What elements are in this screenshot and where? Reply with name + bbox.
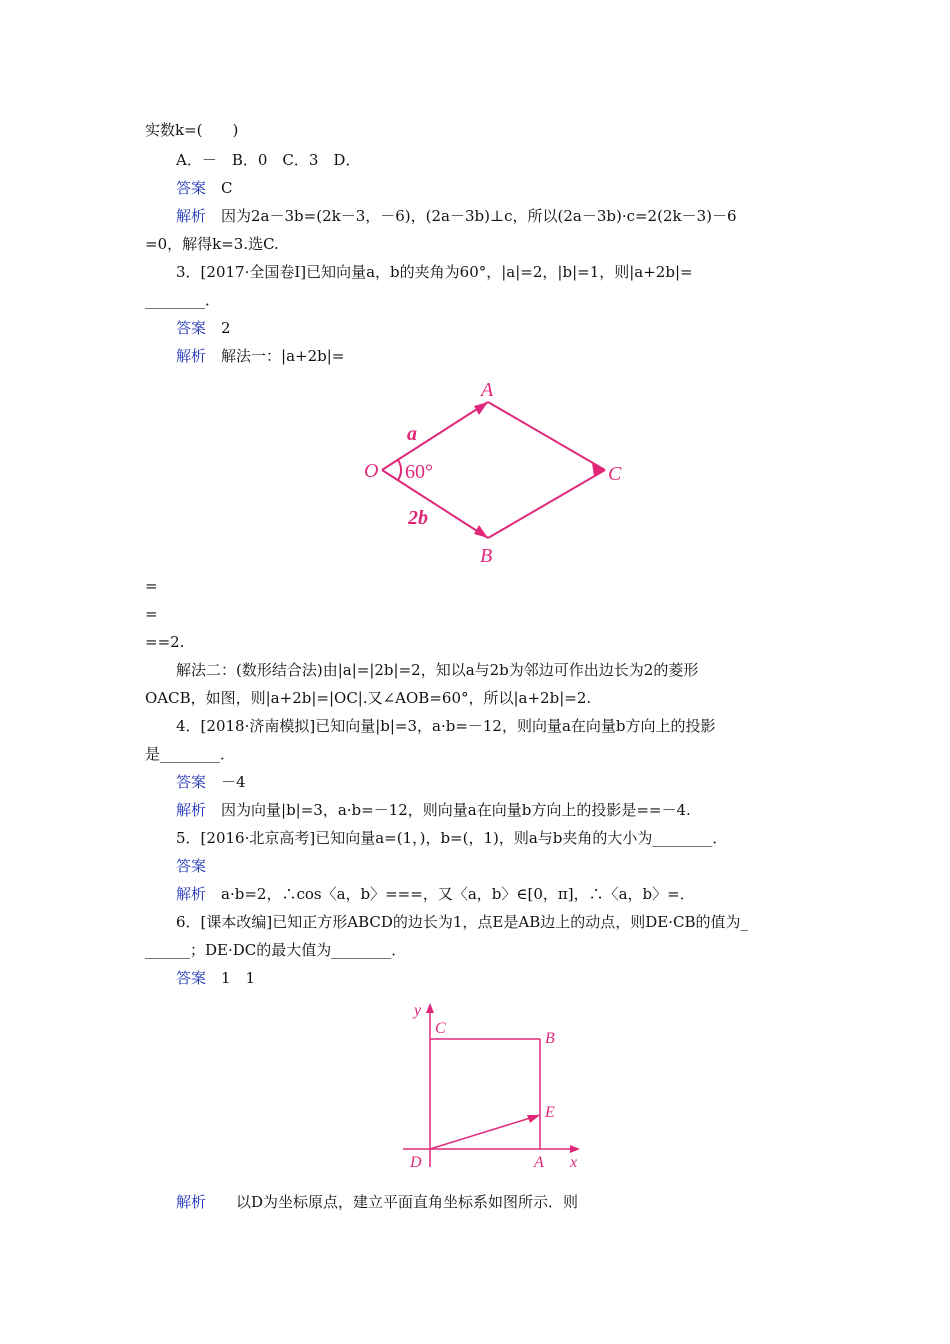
text-line: = <box>145 577 158 595</box>
marker-label: 解析 <box>176 885 207 903</box>
label-vector-2b: 2b <box>408 507 428 529</box>
question-line: 6．[课本改编]已知正方形ABCD的边长为1，点E是AB边上的动点，则DE·CB的值为_ <box>176 913 748 931</box>
label-a-point: A <box>481 379 494 401</box>
question-line: 4．[2018·济南模拟]已知向量|b|=3，a·b=－12，则向量a在向量b方向上的投影 <box>176 717 716 735</box>
arrow-head-icon <box>527 1115 540 1123</box>
analysis-line: 解析 因为向量|b|=3，a·b=－12，则向量a在向量b方向上的投影是==－4. <box>176 801 691 819</box>
label-vector-a: a <box>407 423 417 445</box>
answer-line <box>176 856 206 876</box>
marker-label: 答案 <box>176 969 207 987</box>
vector-oa <box>382 402 488 470</box>
vector-de <box>430 1115 540 1149</box>
text-line: =0，解得k=3.选C. <box>145 235 279 253</box>
label-e-point: E <box>545 1104 555 1121</box>
label-a-point: A <box>534 1154 544 1171</box>
arrow-head-icon <box>474 402 488 415</box>
rhombus-figure <box>350 372 635 572</box>
marker-label: 解析 <box>176 207 207 225</box>
question-line: 5．[2016·北京高考]已知向量a=(1，)，b=(，1)，则a与b夹角的大小为________． <box>176 829 728 847</box>
marker-label: 答案 <box>176 857 207 875</box>
label-x-axis: x <box>570 1154 578 1171</box>
marker-label: 答案 <box>176 179 207 197</box>
text-line: ==2. <box>145 633 185 651</box>
answer-line: 答案 C <box>176 179 233 197</box>
marker-label: 解析 <box>176 1193 207 1211</box>
label-y-axis: y <box>414 1002 422 1019</box>
x-arrow-icon <box>570 1145 580 1153</box>
answer-line: 答案 1 1 <box>176 969 256 987</box>
label-b-point: B <box>480 545 493 567</box>
marker-label: 解析 <box>176 347 207 365</box>
text-line: = <box>145 605 158 623</box>
marker-label: 解析 <box>176 801 207 819</box>
label-d-point: D <box>410 1154 422 1171</box>
answer-line: 答案 －4 <box>176 773 246 791</box>
label-b-point: B <box>545 1030 555 1047</box>
edge-ac <box>488 402 605 470</box>
analysis-line: 解析 以D为坐标原点，建立平面直角坐标系如图所示．则 <box>176 1193 579 1211</box>
arrow-head-icon <box>474 525 488 538</box>
label-angle: 60° <box>405 461 433 483</box>
marker-label: 答案 <box>176 773 207 791</box>
analysis-line: 解析 因为2a－3b=(2k－3，－6)，(2a－3b)⊥c，所以(2a－3b)·c=2(2k－3)－6 <box>176 207 737 225</box>
y-arrow-icon <box>426 1003 434 1013</box>
text-line: A．－ B．0 C．3 D． <box>176 151 361 169</box>
method-line: 解法二：(数形结合法)由|a|=|2b|=2，知以a与2b为邻边可作出边长为2的菱形 <box>176 661 699 679</box>
text-line: ______；DE·DC的最大值为________． <box>145 941 407 959</box>
question-line: 3．[2017·全国卷Ⅰ]已知向量a，b的夹角为60°，|a|=2，|b|=1，则|a+2b|= <box>176 263 693 281</box>
edge-bc <box>488 470 605 538</box>
text-line: ________． <box>145 291 221 309</box>
text-line: 是________． <box>145 745 236 763</box>
label-o: O <box>364 460 379 482</box>
square-figure <box>398 995 593 1175</box>
analysis-line: 解析 a·b=2，∴cos〈a，b〉===，又〈a，b〉∈[0，π]，∴〈a，b〉=． <box>176 885 695 903</box>
text-line: 实数k=( ) <box>145 121 239 139</box>
marker-label: 答案 <box>176 319 207 337</box>
text-line: OACB，如图，则|a+2b|=|OC|.又∠AOB=60°，所以|a+2b|=2. <box>145 689 592 707</box>
answer-line: 答案 2 <box>176 319 231 337</box>
analysis-line: 解析 解法一：|a+2b|= <box>176 347 345 365</box>
label-c-point: C <box>608 463 622 485</box>
label-c-point: C <box>435 1020 446 1037</box>
angle-arc <box>398 460 401 480</box>
vector-ob <box>382 470 488 538</box>
